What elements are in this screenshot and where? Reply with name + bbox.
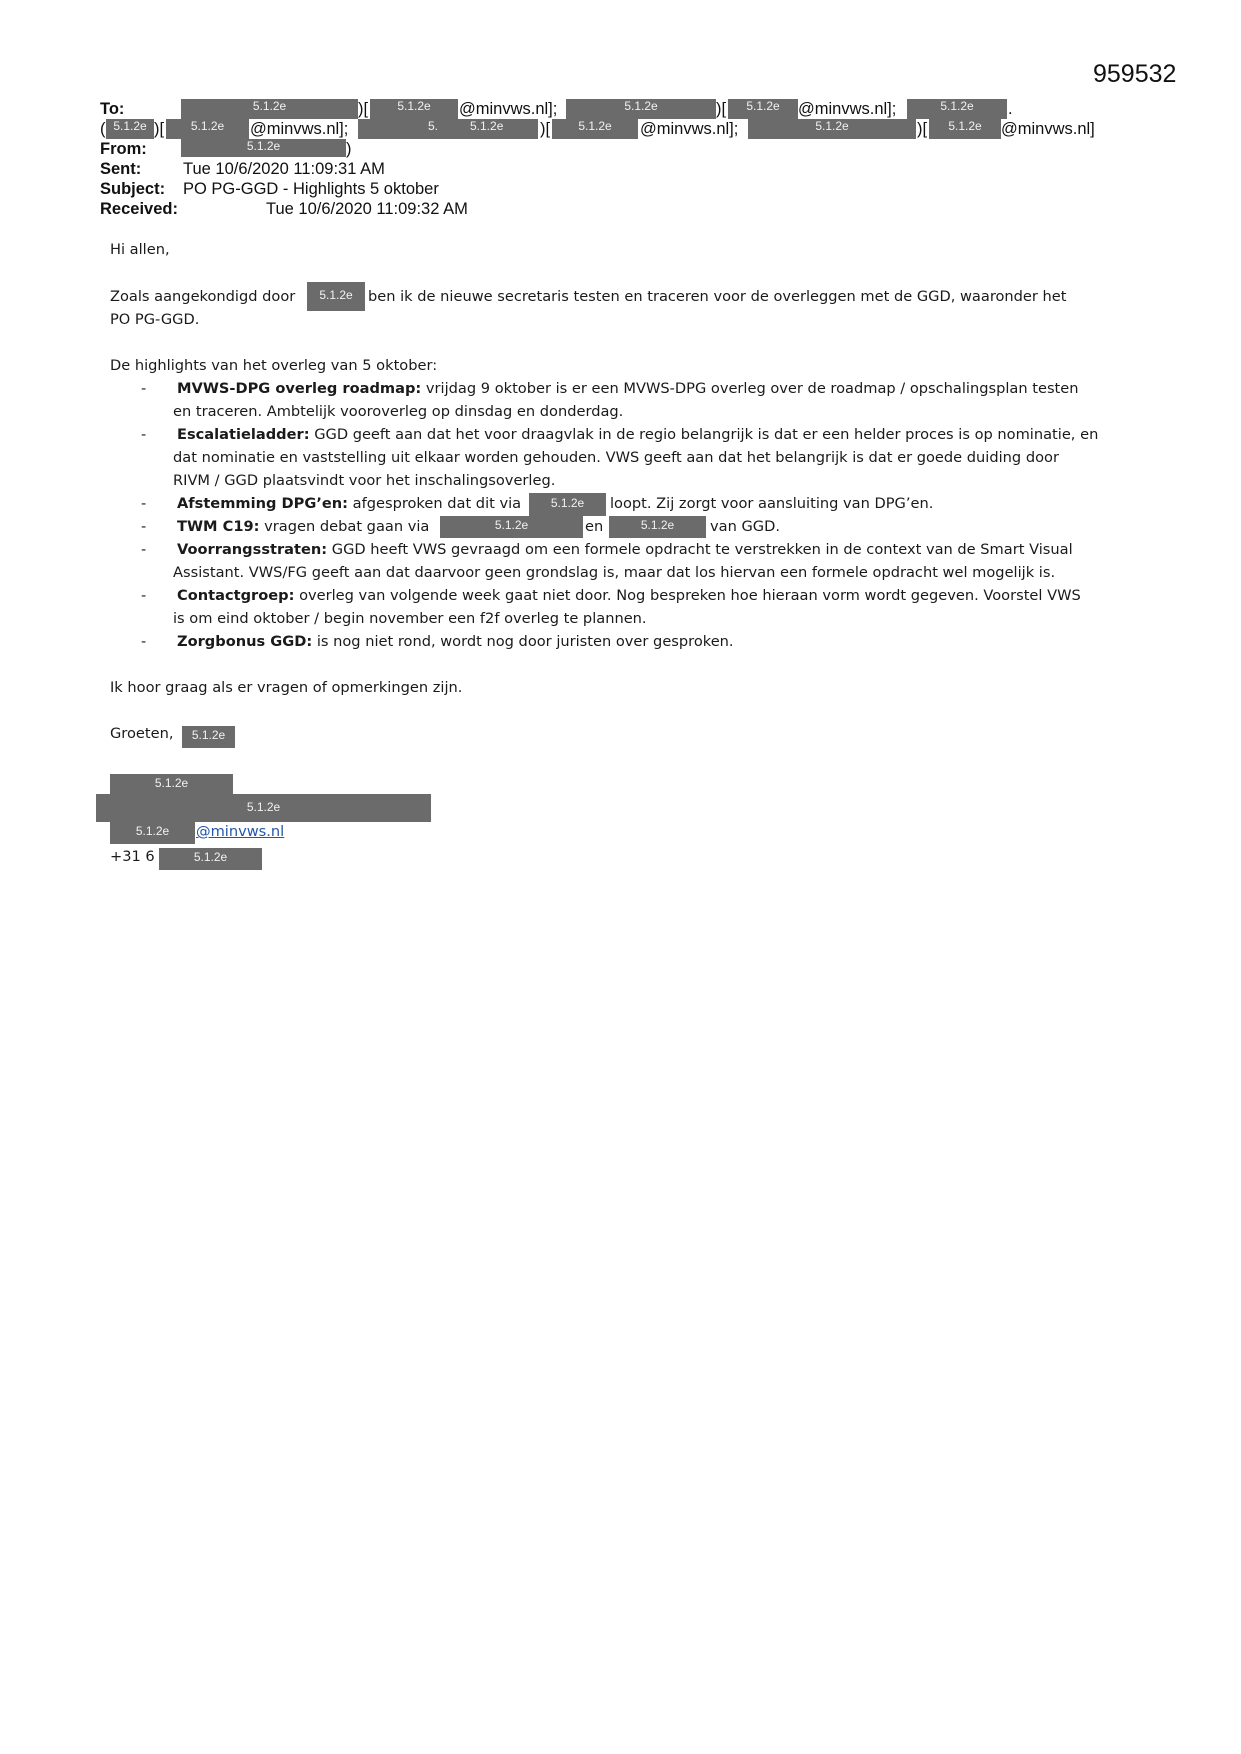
intro-post: ben ik de nieuwe secretaris testen en traceren voor de overleggen met de GGD, waaronder het [368, 288, 1067, 305]
bullet-continuation: dat nominatie en vaststelling uit elkaar worden gehouden. VWS geeft aan dat het belangrijk is dat er goede duiding door [173, 449, 1059, 466]
bullet-dash: - [141, 495, 147, 512]
highlights-intro: De highlights van het overleg van 5 oktober: [110, 357, 438, 374]
redacted-recipient-name [358, 119, 538, 139]
redacted-recipient-name: 5.1.2e [106, 119, 154, 139]
subject-label: Subject: [100, 180, 166, 198]
redacted-recipient-email: 5.1.2e [552, 119, 638, 139]
from-label: From: [100, 140, 147, 158]
bullet-text: overleg van volgende week gaat niet door. Nog bespreken hoe hieraan vorm wordt gegeven. Voorstel VWS [294, 587, 1081, 604]
bullet-title: MVWS-DPG overleg roadmap: [177, 380, 422, 397]
received-value: Tue 10/6/2020 11:09:32 AM [266, 200, 468, 218]
redacted-sender-name: 5.1.2e [182, 726, 235, 748]
document-number: 959532 [1093, 60, 1177, 88]
bullet-text: GGD heeft VWS gevraagd om een formele opdracht te verstrekken in de context van de Smart Visual [327, 541, 1073, 558]
to-separator: )[ [917, 120, 928, 138]
redacted-recipient-email: 5.1.2e [728, 99, 798, 119]
redacted-recipient-name: 5.1.2e [748, 119, 916, 139]
bullet-item [177, 492, 521, 515]
redacted-recipient-name: 5.1.2e [907, 99, 1007, 119]
to-domain-end: @minvws.nl] [1001, 120, 1095, 138]
to-domain: @minvws.nl]; [250, 120, 349, 138]
bullet-text: vragen debat gaan via [259, 518, 430, 535]
to-separator: )[ [358, 100, 369, 118]
bullet-dash: - [141, 587, 147, 604]
redacted-recipient-email: 5.1.2e [929, 119, 1001, 139]
closing-question: Ik hoor graag als er vragen of opmerkingen zijn. [110, 679, 463, 696]
greeting: Hi allen, [110, 241, 170, 258]
to-domain: @minvws.nl]; [640, 120, 739, 138]
bullet-item [177, 515, 429, 538]
from-close-paren: ) [346, 140, 352, 158]
redacted-name: 5.1.2e [529, 493, 606, 516]
to-domain: @minvws.nl]; [459, 100, 558, 118]
to-dot: . [1008, 100, 1013, 118]
bullet-title: Escalatieladder: [177, 426, 310, 443]
to-label: To: [100, 100, 125, 118]
signature-email-link[interactable]: @minvws.nl [196, 823, 285, 840]
redacted-phone-number: 5.1.2e [159, 848, 262, 870]
to-separator: )[ [540, 120, 551, 138]
redacted-signature-title: 5.1.2e [96, 794, 431, 822]
bullet-title: TWM C19: [177, 518, 260, 535]
bullet-title: Contactgroep: [177, 587, 295, 604]
bullet-title: Voorrangsstraten: [177, 541, 328, 558]
redacted-recipient-name: 5.1.2e [566, 99, 716, 119]
redacted-recipient-email: 5.1.2e [370, 99, 458, 119]
bullet-dash: - [141, 426, 147, 443]
bullet-item [177, 584, 1081, 607]
received-label: Received: [100, 200, 178, 218]
redacted-name: 5.1.2e [440, 516, 583, 538]
sent-value: Tue 10/6/2020 11:09:31 AM [183, 160, 385, 178]
bullet-item [177, 630, 734, 653]
bullet-item [177, 538, 1073, 561]
bullet-title: Afstemming DPG’en: [177, 495, 348, 512]
bullet-continuation: en traceren. Ambtelijk vooroverleg op dinsdag en donderdag. [173, 403, 624, 420]
bullet-text: afgesproken dat dit via [348, 495, 522, 512]
redacted-signature-name: 5.1.2e [110, 774, 233, 795]
redacted-name: 5.1.2e [307, 282, 365, 311]
redaction-label: 5.1.2e [470, 119, 504, 133]
bullet-text: van GGD. [710, 518, 780, 535]
to-open-paren: ( [100, 120, 106, 138]
bullet-dash: - [141, 633, 147, 650]
bullet-text: vrijdag 9 oktober is er een MVWS-DPG overleg over de roadmap / opschalingsplan testen [421, 380, 1079, 397]
bullet-continuation: Assistant. VWS/FG geeft aan dat daarvoor geen grondslag is, maar dat los hiervan een formele opdracht wel mogelijk is. [173, 564, 1056, 581]
redacted-name: 5.1.2e [609, 516, 706, 538]
redaction-partial-label: 5. [428, 119, 439, 133]
bullet-dash: - [141, 518, 147, 535]
signature-phone-prefix: +31 6 [110, 848, 155, 865]
to-separator: )[ [716, 100, 727, 118]
to-separator: )[ [154, 120, 165, 138]
bullet-title: Zorgbonus GGD: [177, 633, 313, 650]
redacted-signature-email: 5.1.2e [110, 822, 195, 844]
groeten: Groeten, [110, 725, 174, 742]
bullet-continuation: is om eind oktober / begin november een f2f overleg te plannen. [173, 610, 647, 627]
bullet-item [177, 423, 1098, 446]
to-domain: @minvws.nl]; [798, 100, 897, 118]
bullet-dash: - [141, 541, 147, 558]
bullet-dash: - [141, 380, 147, 397]
bullet-item [177, 377, 1079, 400]
bullet-text: en [585, 518, 604, 535]
bullet-text: is nog niet rond, wordt nog door juristen over gesproken. [312, 633, 734, 650]
subject-value: PO PG-GGD - Highlights 5 oktober [183, 180, 439, 198]
bullet-text: GGD geeft aan dat het voor draagvlak in de regio belangrijk is dat er een helder proces is op nominatie, en [309, 426, 1099, 443]
intro-line2: PO PG-GGD. [110, 311, 200, 328]
redacted-recipient-name: 5.1.2e [181, 99, 358, 119]
intro-pre: Zoals aangekondigd door [110, 288, 296, 305]
bullet-text: loopt. Zij zorgt voor aansluiting van DPG’en. [610, 495, 934, 512]
bullet-continuation: RIVM / GGD plaatsvindt voor het inschalingsoverleg. [173, 472, 556, 489]
redacted-sender: 5.1.2e [181, 139, 346, 157]
sent-label: Sent: [100, 160, 142, 178]
redacted-recipient-email: 5.1.2e [166, 119, 249, 139]
